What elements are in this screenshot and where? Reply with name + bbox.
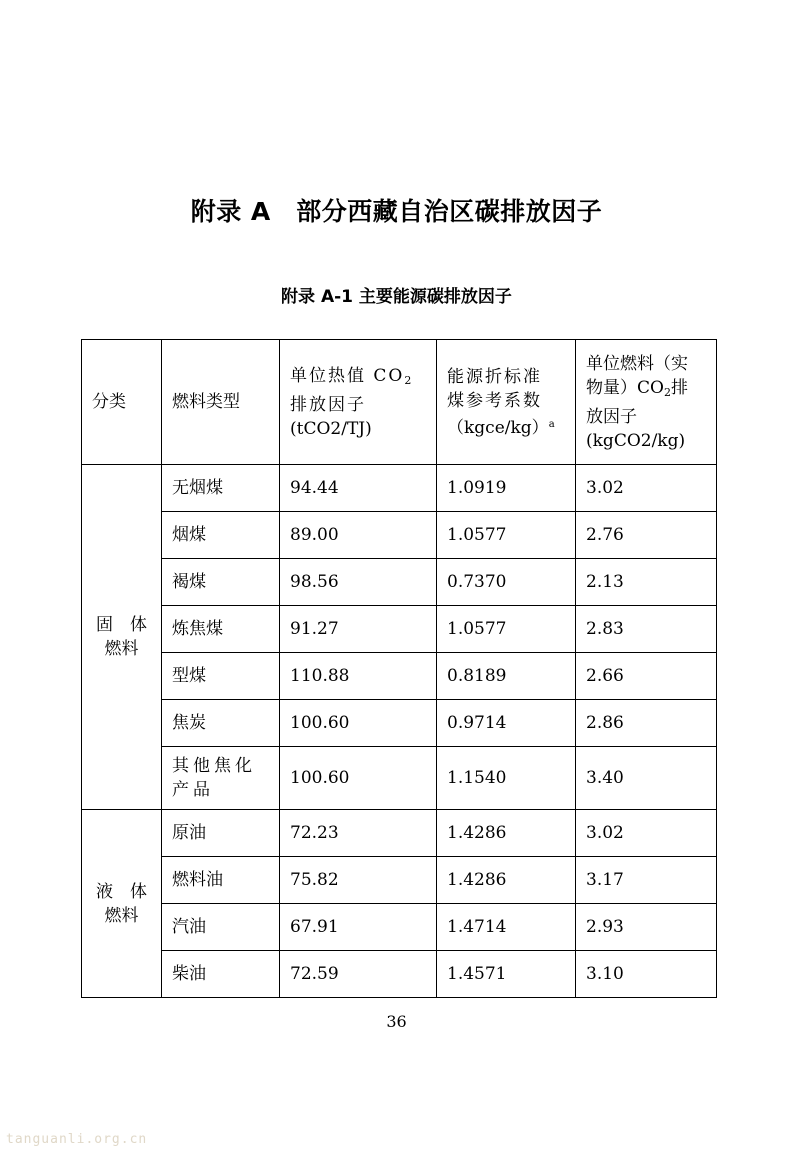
unit-factor-cell: 3.10 — [576, 951, 717, 998]
table-row — [82, 904, 717, 951]
header-heat-factor: 单位热值 $CO_2$ 排放因子 (tCO2/TJ) — [280, 340, 437, 465]
watermark: tanguanli.org.cn — [6, 1132, 148, 1147]
unit-factor-cell: 3.02 — [576, 465, 717, 512]
category-cell: 液 体燃料 — [82, 810, 162, 998]
table-row — [82, 747, 717, 810]
fuel-type-cell: 原油 — [162, 810, 280, 857]
coal-coefficient-cell: 1.0577 — [437, 606, 576, 653]
unit-factor-cell: 3.17 — [576, 857, 717, 904]
fuel-type-cell: 其他焦化产品 — [162, 747, 280, 810]
header-category: 分类 — [82, 340, 162, 465]
table-row — [82, 653, 717, 700]
coal-coefficient-cell: 1.0919 — [437, 465, 576, 512]
unit-factor-cell: 2.83 — [576, 606, 717, 653]
table-row — [82, 951, 717, 998]
heat-factor-cell: 98.56 — [280, 559, 437, 606]
heat-factor-cell: 72.23 — [280, 810, 437, 857]
coal-coefficient-cell: 1.4286 — [437, 857, 576, 904]
fuel-type-cell: 无烟煤 — [162, 465, 280, 512]
coal-coefficient-cell: 1.4571 — [437, 951, 576, 998]
heat-factor-cell: 72.59 — [280, 951, 437, 998]
fuel-type-cell: 褐煤 — [162, 559, 280, 606]
table-header-row — [82, 340, 717, 465]
fuel-type-cell: 燃料油 — [162, 857, 280, 904]
heat-factor-cell: 91.27 — [280, 606, 437, 653]
page-title: 附录 A 部分西藏自治区碳排放因子 — [190, 197, 603, 226]
fuel-type-cell: 炼焦煤 — [162, 606, 280, 653]
fuel-type-cell: 型煤 — [162, 653, 280, 700]
table-row — [82, 700, 717, 747]
table-row — [82, 606, 717, 653]
header-unit-factor: 单位燃料（实 物量）$CO_2$排 放因子 (kgCO2/kg) — [576, 340, 717, 465]
table-row — [82, 559, 717, 606]
table-title: 附录 A-1 主要能源碳排放因子 — [281, 287, 512, 307]
header-coal-coefficient: 能源折标准 煤参考系数 （kgce/kg）$^a$ — [437, 340, 576, 465]
heat-factor-cell: 75.82 — [280, 857, 437, 904]
heat-factor-cell: 89.00 — [280, 512, 437, 559]
coal-coefficient-cell: 1.1540 — [437, 747, 576, 810]
header-fuel-type: 燃料类型 — [162, 340, 280, 465]
unit-factor-cell: 2.66 — [576, 653, 717, 700]
heat-factor-cell: 94.44 — [280, 465, 437, 512]
table-row — [82, 810, 717, 857]
fuel-type-cell: 烟煤 — [162, 512, 280, 559]
heat-factor-cell: 100.60 — [280, 747, 437, 810]
page-number: 36 — [386, 1012, 407, 1031]
unit-factor-cell: 3.02 — [576, 810, 717, 857]
fuel-type-cell: 柴油 — [162, 951, 280, 998]
emission-factor-table — [81, 339, 717, 998]
category-cell: 固 体燃料 — [82, 465, 162, 810]
unit-factor-cell: 2.76 — [576, 512, 717, 559]
heat-factor-cell: 100.60 — [280, 700, 437, 747]
heat-factor-cell: 110.88 — [280, 653, 437, 700]
unit-factor-cell: 2.13 — [576, 559, 717, 606]
heat-factor-cell: 67.91 — [280, 904, 437, 951]
coal-coefficient-cell: 0.8189 — [437, 653, 576, 700]
unit-factor-cell: 2.93 — [576, 904, 717, 951]
unit-factor-cell: 3.40 — [576, 747, 717, 810]
coal-coefficient-cell: 1.4714 — [437, 904, 576, 951]
coal-coefficient-cell: 1.0577 — [437, 512, 576, 559]
fuel-type-cell: 焦炭 — [162, 700, 280, 747]
unit-factor-cell: 2.86 — [576, 700, 717, 747]
coal-coefficient-cell: 0.9714 — [437, 700, 576, 747]
coal-coefficient-cell: 1.4286 — [437, 810, 576, 857]
coal-coefficient-cell: 0.7370 — [437, 559, 576, 606]
table-row — [82, 857, 717, 904]
fuel-type-cell: 汽油 — [162, 904, 280, 951]
table-row — [82, 465, 717, 512]
table-row — [82, 512, 717, 559]
